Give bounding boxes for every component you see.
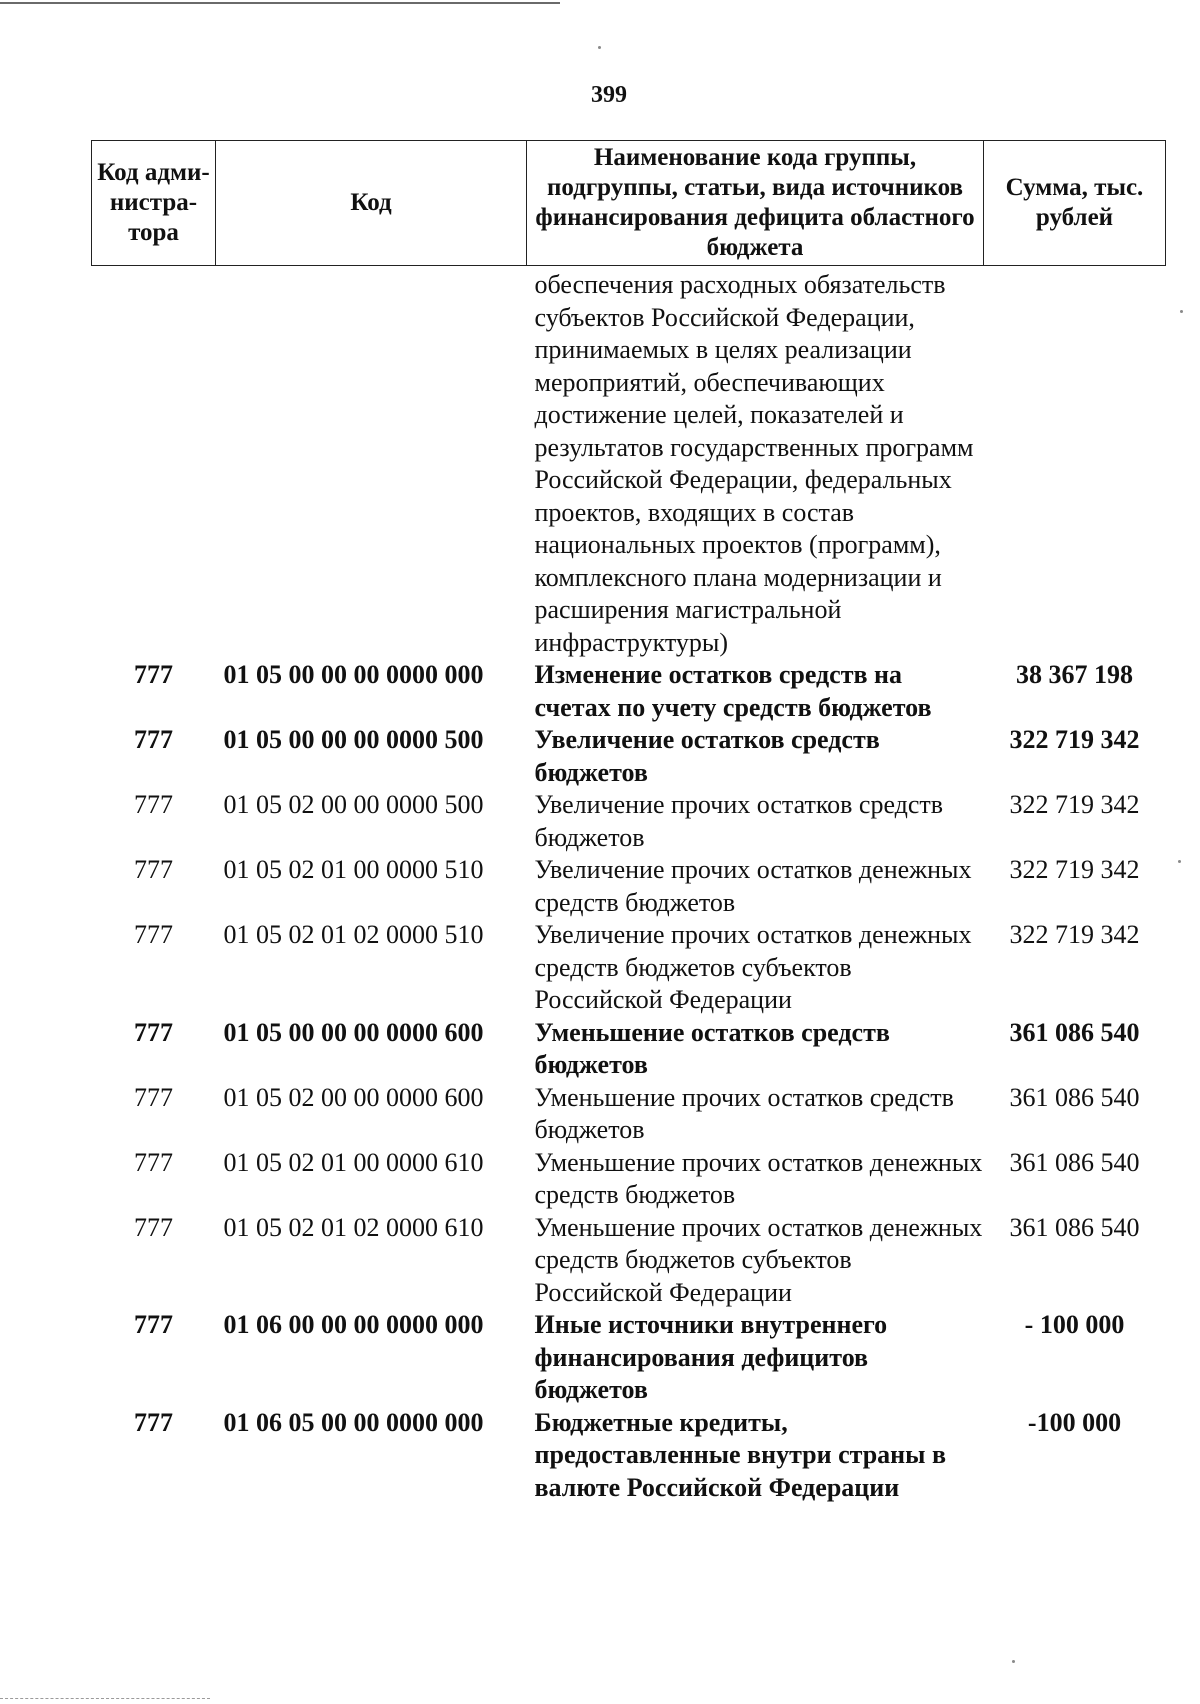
admin-code-cell: 777 [134, 1147, 173, 1177]
admin-code-cell: 777 [134, 1407, 173, 1437]
code-cell: 01 05 02 01 00 0000 610 [223, 1147, 484, 1177]
table-header-row [92, 141, 1166, 266]
scan-speck [1012, 1660, 1015, 1663]
sum-cell: 322 719 342 [1009, 855, 1140, 884]
sum-cell: 361 086 540 [1009, 1147, 1140, 1177]
table-row [92, 789, 1166, 854]
name-cell: Уменьшение прочих остатков средств бюджетов [534, 1082, 954, 1144]
sum-cell: 361 086 540 [1009, 1017, 1140, 1047]
name-cell: Уменьшение остатков средств бюджетов [534, 1017, 890, 1079]
sum-cell: 361 086 540 [1009, 1082, 1140, 1112]
header-name: Наименование кода группы, подгруппы, статьи, вида источников финансирования дефицита областного бюджета [527, 141, 984, 266]
admin-code-cell: 777 [134, 855, 173, 884]
admin-code-cell: 777 [134, 920, 173, 949]
sum-cell: - 100 000 [1024, 1310, 1125, 1339]
name-cell: Увеличение прочих остатков денежных средств бюджетов субъектов Российской Федерации [534, 920, 972, 1014]
table-row [92, 724, 1166, 789]
name-cell: Иные источники внутреннего финансирования дефицитов бюджетов [534, 1310, 888, 1404]
continuation-row [92, 266, 1166, 660]
sum-cell: 38 367 198 [1016, 660, 1133, 689]
table-row [92, 854, 1166, 919]
admin-code-cell: 777 [134, 1082, 173, 1112]
header-sum: Сумма, тыс. рублей [984, 141, 1166, 266]
admin-code-cell: 777 [134, 1310, 173, 1339]
name-cell: Изменение остатков средств на счетах по учету средств бюджетов [534, 660, 932, 722]
code-cell: 01 05 02 00 00 0000 600 [223, 1082, 484, 1112]
table-row [92, 919, 1166, 1017]
code-cell: 01 05 02 01 02 0000 510 [223, 920, 484, 949]
code-cell: 01 05 02 00 00 0000 500 [223, 790, 484, 819]
name-cell: Бюджетные кредиты, предоставленные внутри страны в валюте Российской Федерации [534, 1407, 947, 1502]
code-cell: 01 05 00 00 00 0000 000 [223, 660, 484, 689]
scan-edge-bottom [0, 1698, 210, 1699]
scan-speck [1180, 310, 1183, 313]
name-cell: Увеличение прочих остатков денежных средств бюджетов [534, 855, 972, 917]
table-row [92, 1407, 1166, 1505]
sum-cell: 322 719 342 [1009, 920, 1140, 949]
code-cell: 01 06 00 00 00 0000 000 [223, 1310, 484, 1339]
admin-code-cell: 777 [134, 660, 173, 689]
code-cell: 01 05 00 00 00 0000 600 [223, 1017, 484, 1047]
sum-cell: 361 086 540 [1009, 1212, 1140, 1242]
code-cell: 01 05 02 01 00 0000 510 [223, 855, 484, 884]
sum-cell: -100 000 [1027, 1407, 1122, 1437]
admin-code-cell: 777 [134, 1212, 173, 1242]
table-row [92, 1309, 1166, 1407]
admin-code-cell: 777 [134, 1017, 173, 1047]
name-cell: Увеличение остатков средств бюджетов [534, 725, 880, 787]
code-cell: 01 05 02 01 02 0000 610 [223, 1212, 484, 1242]
scan-speck [1178, 860, 1181, 863]
name-cell: Уменьшение прочих остатков денежных средств бюджетов субъектов Российской Федерации [534, 1212, 983, 1307]
continuation-text: обеспечения расходных обязательств субъектов Российской Федерации, принимаемых в целях реализации мероприятий, обеспечивающих достижение целей, показателей и результатов государственных программ Российской Федерации, федеральных проектов, входящих в состав национальных проектов (программ), комплексного плана модернизации и расширения магистральной инфраструктуры) [534, 270, 974, 657]
scan-speck [598, 46, 601, 49]
page-number: 399 [591, 82, 627, 108]
sum-cell: 322 719 342 [1009, 725, 1140, 754]
table-row [92, 1212, 1166, 1310]
table-row [92, 659, 1166, 724]
header-code: Код [216, 141, 527, 266]
name-cell: Увеличение прочих остатков средств бюджетов [534, 790, 944, 852]
scan-edge-top [0, 2, 560, 4]
code-cell: 01 06 05 00 00 0000 000 [223, 1407, 484, 1437]
admin-code-cell: 777 [134, 790, 173, 819]
name-cell: Уменьшение прочих остатков денежных средств бюджетов [534, 1147, 983, 1209]
header-admin-code: Код адми-нистра-тора [92, 141, 216, 266]
table-row [92, 1147, 1166, 1212]
table-row [92, 1082, 1166, 1147]
table-row [92, 1017, 1166, 1082]
financing-sources-table [91, 140, 1166, 1504]
code-cell: 01 05 00 00 00 0000 500 [223, 725, 484, 754]
admin-code-cell: 777 [134, 725, 173, 754]
sum-cell: 322 719 342 [1009, 790, 1140, 819]
